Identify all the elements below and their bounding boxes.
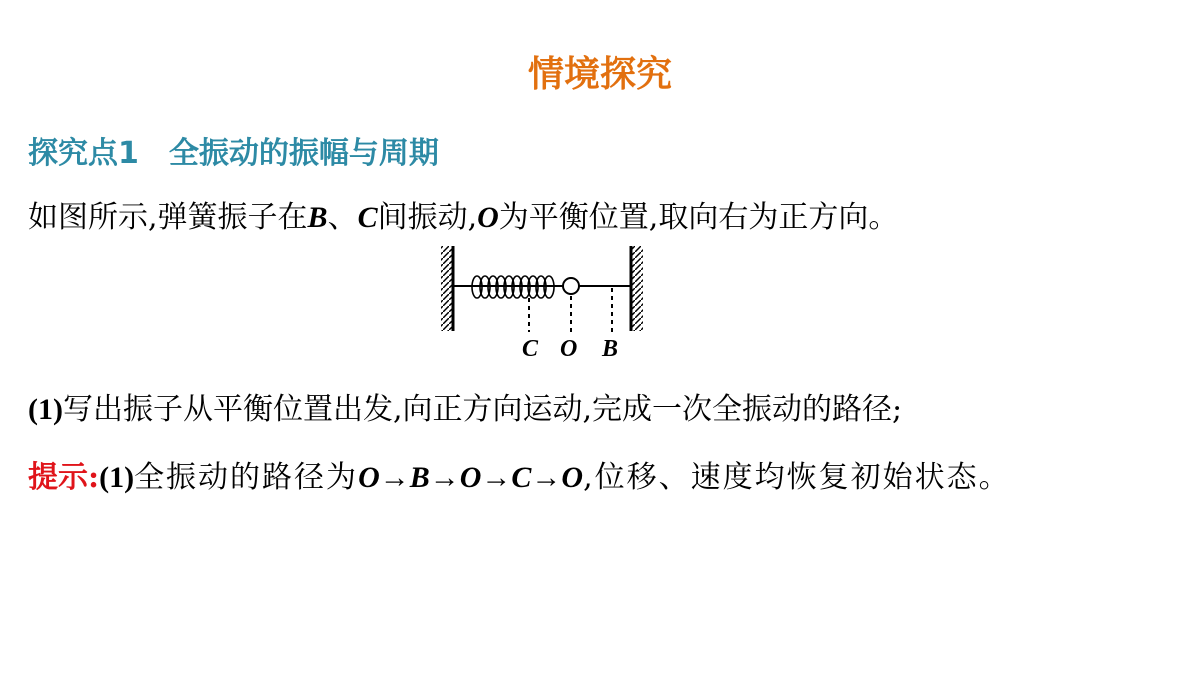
question-body: 写出振子从平衡位置出发,向正方向运动,完成一次全振动的路径; [62,392,903,427]
question-number: (1) [28,393,63,426]
intro-text [28,192,898,236]
right-wall [631,246,643,331]
section-heading [28,128,439,172]
hint-body: ,位移、速度均恢复初始状态。 [583,460,1011,495]
section-label: 探究点1 [28,136,139,171]
hint-path: O→B→O→C→O [358,461,584,494]
hint-text [28,452,1011,496]
label-o: O [560,336,578,362]
intro-sep: 、 [327,200,358,235]
section-topic: 全振动的振幅与周期 [168,136,439,171]
hint-label: 提示: [28,460,100,495]
oscillator-ball [563,278,579,294]
point-o: O [477,201,499,234]
spring-oscillator-diagram [425,240,655,365]
left-wall [441,246,453,331]
point-c: C [357,201,378,234]
page-title: 情境探究 [527,54,672,95]
hint-body: 全振动的路径为 [134,460,359,495]
point-b: B [307,201,328,234]
intro-part: 为平衡位置,取向右为正方向。 [498,200,899,235]
label-b: B [602,336,619,362]
intro-part: 间振动, [377,200,478,235]
intro-part: 如图所示,弹簧振子在 [28,200,308,235]
hint-number: (1) [99,461,135,494]
label-c: C [522,336,539,362]
question-text [28,384,902,428]
